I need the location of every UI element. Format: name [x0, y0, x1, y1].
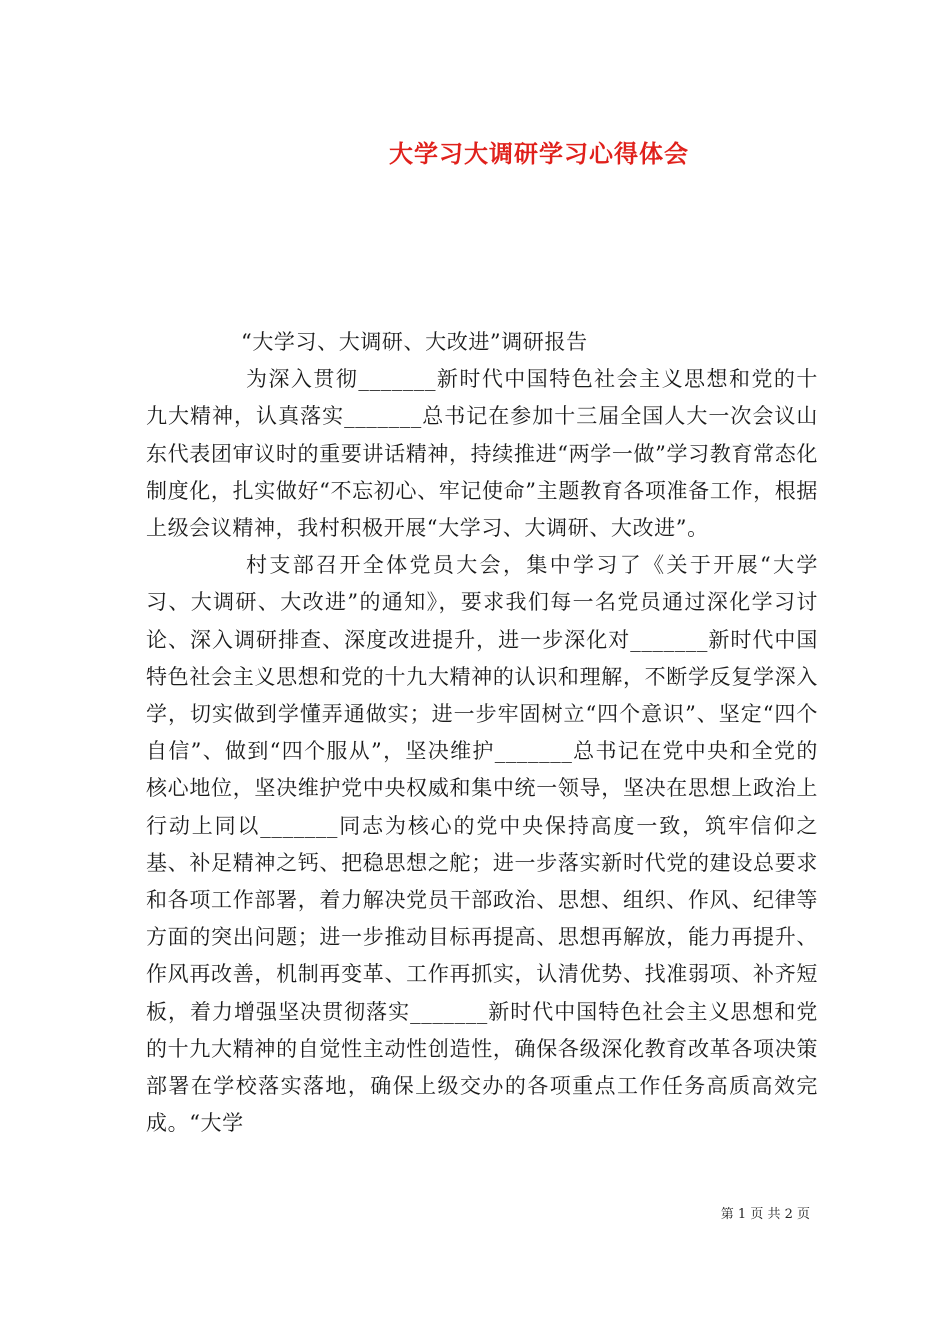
document-body: [146, 324, 818, 1142]
paragraph-1: 为深入贯彻_______新时代中国特色社会主义思想和党的十九大精神，认真落实_______总书记在参加十三届全国人大一次会议山东代表团审议时的重要讲话精神，持续推进“两学一做”学习教育常态化制度化，扎实做好“不忘初心、牢记使命”主题教育各项准备工作，根据上级会议精神，我村积极开展“大学习、大调研、大改进”。: [146, 367, 818, 541]
report-subtitle: “大学习、大调研、大改进”调研报告: [241, 330, 588, 354]
page-number-footer: 第 1 页 共 2 页: [720, 1207, 810, 1222]
document-title: 大学习大调研学习心得体会: [389, 139, 689, 168]
paragraph-2: 村支部召开全体党员大会，集中学习了《关于开展“大学习、大调研、大改进”的通知》，要求我们每一名党员通过深化学习讨论、深入调研排查、深度改进提升，进一步深化对_______新时代中国特色社会主义思想和党的十九大精神的认识和理解，不断学反复学深入学，切实做到学懂弄通做实；进一步牢固树立“四个意识”、坚定“四个自信”、做到“四个服从”，坚决维护_______总书记在党中央和全党的核心地位，坚决维护党中央权威和集中统一领导，坚决在思想上政治上行动上同以_______同志为核心的党中央保持高度一致，筑牢信仰之基、补足精神之钙、把稳思想之舵；进一步落实新时代党的建设总要求和各项工作部署，着力解决党员干部政治、思想、组织、作风、纪律等方面的突出问题；进一步推动目标再提高、思想再解放，能力再提升、作风再改善，机制再变革、工作再抓实，认清优势、找准弱项、补齐短板，着力增强坚决贯彻落实_______新时代中国特色社会主义思想和党的十九大精神的自觉性主动性创造性，确保各级深化教育改革各项决策部署在学校落实落地，确保上级交办的各项重点工作任务高质高效完成。“大学: [146, 553, 818, 1136]
